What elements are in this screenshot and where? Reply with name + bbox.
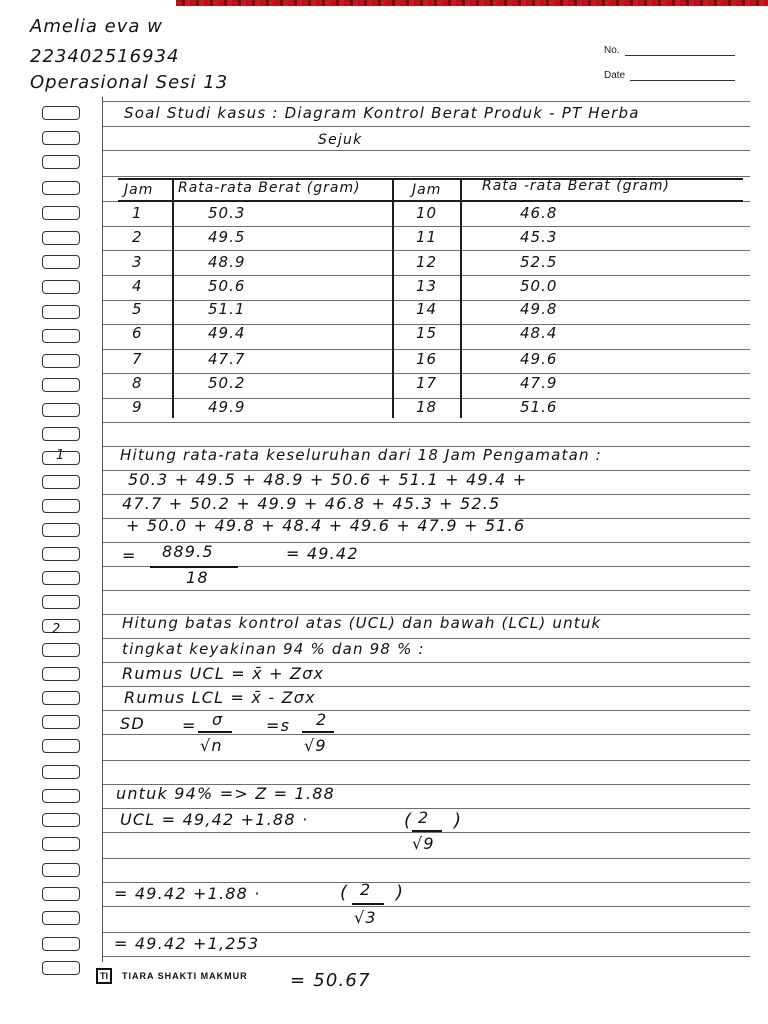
ruled-line	[103, 734, 750, 735]
table-cell: 14	[416, 300, 438, 318]
case-title-cont: Sejuk	[318, 132, 363, 148]
margin-box	[42, 305, 80, 319]
margin-box	[42, 765, 80, 779]
no-label: No.	[604, 45, 620, 56]
table-header-border	[118, 200, 743, 202]
table-cell: 17	[416, 374, 438, 392]
table-header-cell: Jam	[412, 182, 442, 198]
equals-sign: =	[122, 546, 137, 565]
no-line	[625, 55, 735, 56]
paren-close: )	[454, 810, 463, 831]
table-cell: 13	[416, 277, 438, 295]
ruled-line	[103, 906, 750, 907]
table-cell: 47.9	[520, 374, 558, 392]
sd-equals: =	[182, 716, 197, 735]
ruled-line	[103, 638, 750, 639]
ruled-line	[103, 686, 750, 687]
sd-denominator-2: √9	[304, 736, 327, 755]
ruled-line	[103, 275, 750, 276]
margin-box	[42, 255, 80, 269]
table-cell: 11	[416, 228, 438, 246]
table-cell: 3	[132, 253, 143, 271]
ruled-line	[103, 101, 750, 102]
paper-footer	[96, 968, 248, 984]
margin-box	[42, 619, 80, 633]
table-cell: 2	[132, 228, 143, 246]
ruled-line	[103, 422, 750, 423]
margin-box	[42, 206, 80, 220]
brand-logo: TI	[96, 968, 112, 984]
table-cell: 48.4	[520, 324, 558, 342]
margin-box	[42, 789, 80, 803]
ucl-frac-den: √9	[412, 834, 435, 853]
margin-box	[42, 961, 80, 975]
margin-box	[42, 691, 80, 705]
table-cell: 12	[416, 253, 438, 271]
date-label: Date	[604, 70, 626, 81]
lcl-formula: Rumus LCL = x̄ - Zσx	[124, 688, 316, 707]
ruled-line	[103, 956, 750, 957]
table-header-cell: Rata -rata Berat (gram)	[482, 178, 671, 194]
table-header-cell: Rata-rata Berat (gram)	[178, 180, 361, 196]
paper-top-edge	[176, 0, 768, 6]
ruled-line	[103, 662, 750, 663]
table-cell: 49.6	[520, 350, 558, 368]
table-cell: 7	[132, 350, 143, 368]
margin-box	[42, 595, 80, 609]
margin-box	[42, 403, 80, 417]
ruled-line	[103, 250, 750, 251]
ucl-frac-num: 2	[418, 808, 430, 827]
step-frac-den: √3	[354, 908, 377, 927]
z-value-line: untuk 94% => Z = 1.88	[116, 784, 335, 803]
margin-box	[42, 571, 80, 585]
mean-denominator: 18	[186, 568, 209, 587]
table-cell: 50.6	[208, 277, 246, 295]
margin-box	[42, 378, 80, 392]
table-cell: 46.8	[520, 204, 558, 222]
mean-result: = 49.42	[286, 544, 359, 563]
table-cell: 48.9	[208, 253, 246, 271]
margin-box	[42, 863, 80, 877]
table-cell: 15	[416, 324, 438, 342]
margin-line	[102, 97, 103, 962]
sum-line: 47.7 + 50.2 + 49.9 + 46.8 + 45.3 + 52.5	[122, 494, 501, 513]
ucl-calc: UCL = 49,42 +1.88 ·	[120, 810, 309, 829]
table-cell: 10	[416, 204, 438, 222]
margin-box	[42, 887, 80, 901]
table-cell: 18	[416, 398, 438, 416]
table-col-divider	[460, 178, 462, 418]
table-cell: 16	[416, 350, 438, 368]
table-cell: 52.5	[520, 253, 558, 271]
table-cell: 49.5	[208, 228, 246, 246]
margin-box	[42, 547, 80, 561]
margin-box	[42, 523, 80, 537]
table-header-cell: Jam	[124, 182, 154, 198]
sum-line: 50.3 + 49.5 + 48.9 + 50.6 + 51.1 + 49.4 +	[128, 470, 528, 489]
margin-box	[42, 280, 80, 294]
section-number: 2	[52, 622, 61, 637]
course-session: Operasional Sesi 13	[30, 72, 229, 93]
margin-box	[42, 837, 80, 851]
ruled-line	[103, 126, 750, 127]
ruled-line	[103, 710, 750, 711]
ruled-line	[103, 150, 750, 151]
paren-open: (	[404, 810, 413, 831]
sd-denominator: √n	[200, 736, 223, 755]
margin-box	[42, 475, 80, 489]
margin-box	[42, 427, 80, 441]
margin-box	[42, 715, 80, 729]
sd-numerator-2: 2	[316, 710, 328, 729]
sum-line: + 50.0 + 49.8 + 48.4 + 49.6 + 47.9 + 51.6	[126, 516, 526, 535]
fraction-bar	[412, 830, 442, 832]
table-cell: 47.7	[208, 350, 246, 368]
table-cell: 4	[132, 277, 143, 295]
margin-box	[42, 937, 80, 951]
table-cell: 5	[132, 300, 143, 318]
margin-box	[42, 499, 80, 513]
table-cell: 50.3	[208, 204, 246, 222]
ruled-line	[103, 858, 750, 859]
sd-label: SD	[120, 714, 145, 733]
fraction-bar	[198, 731, 232, 733]
mean-numerator: 889.5	[162, 542, 214, 561]
margin-box	[42, 911, 80, 925]
table-cell: 1	[132, 204, 143, 222]
table-col-divider	[392, 178, 394, 418]
margin-box	[42, 354, 80, 368]
ruled-line	[103, 932, 750, 933]
ruled-line	[103, 882, 750, 883]
ruled-line	[103, 832, 750, 833]
table-cell: 9	[132, 398, 143, 416]
margin-box	[42, 106, 80, 120]
fraction-bar	[352, 903, 384, 905]
ucl-step: = 49.42 +1.88 ·	[114, 884, 261, 903]
paren-open: (	[340, 882, 349, 903]
margin-box	[42, 643, 80, 657]
table-cell: 49.8	[520, 300, 558, 318]
margin-box	[42, 739, 80, 753]
student-id: 223402516934	[30, 46, 180, 67]
sd-numerator: σ	[212, 710, 224, 729]
ucl-result: = 50.67	[290, 970, 371, 991]
section-number: 1	[56, 448, 65, 463]
margin-box	[42, 155, 80, 169]
brand-name: TIARA SHAKTI MAKMUR	[122, 971, 248, 981]
case-title: Soal Studi kasus : Diagram Kontrol Berat Produk - PT Herba	[124, 104, 640, 122]
student-name: Amelia eva w	[30, 16, 163, 37]
ucl-formula: Rumus UCL = x̄ + Zσx	[122, 664, 325, 683]
sd-equals-2: =s	[266, 716, 291, 735]
date-line	[630, 80, 735, 81]
table-cell: 51.6	[520, 398, 558, 416]
table-cell: 50.2	[208, 374, 246, 392]
paren-close: )	[396, 882, 405, 903]
section2-heading: Hitung batas kontrol atas (UCL) dan bawah (LCL) untuk	[122, 614, 602, 632]
margin-box	[42, 813, 80, 827]
table-cell: 8	[132, 374, 143, 392]
section2-heading-cont: tingkat keyakinan 94 % dan 98 % :	[122, 640, 425, 658]
ucl-step: = 49.42 +1,253	[114, 934, 260, 953]
margin-box	[42, 231, 80, 245]
ruled-line	[103, 176, 750, 177]
margin-box	[42, 667, 80, 681]
margin-box	[42, 181, 80, 195]
table-cell: 49.4	[208, 324, 246, 342]
table-cell: 45.3	[520, 228, 558, 246]
ruled-line	[103, 226, 750, 227]
margin-box	[42, 329, 80, 343]
margin-box	[42, 131, 80, 145]
ruled-line	[103, 590, 750, 591]
table-cell: 6	[132, 324, 143, 342]
ruled-line	[103, 760, 750, 761]
fraction-bar	[302, 731, 334, 733]
table-cell: 50.0	[520, 277, 558, 295]
section1-heading: Hitung rata-rata keseluruhan dari 18 Jam Pengamatan :	[120, 446, 602, 464]
table-cell: 49.9	[208, 398, 246, 416]
table-col-divider	[172, 178, 174, 418]
step-frac-num: 2	[360, 880, 372, 899]
table-cell: 51.1	[208, 300, 246, 318]
